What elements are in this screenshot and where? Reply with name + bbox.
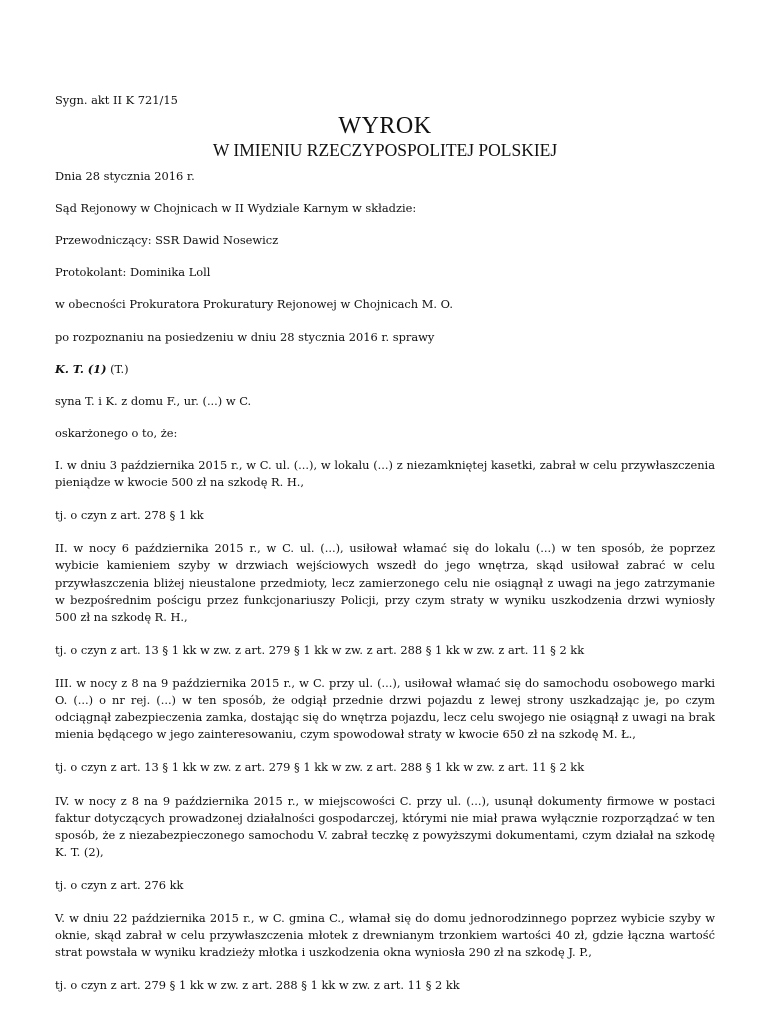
- charge-text: I. w dniu 3 października 2015 r., w C. ul. (...), w lokalu (...) z niezamkniętej kasetki, zabrał w celu przywłaszczenia pieniądze w kwocie 500 zł na szkodę R. H.,: [55, 457, 715, 490]
- case-number: Sygn. akt II K 721/15: [55, 93, 178, 107]
- document-title: WYROK: [338, 113, 432, 139]
- charge-qualification: tj. o czyn z art. 279 § 1 kk w zw. z art. 288 § 1 kk w zw. z art. 11 § 2 kk: [55, 978, 460, 993]
- charge-qualification: tj. o czyn z art. 276 kk: [55, 877, 184, 892]
- prosecutor-presence: w obecności Prokuratora Prokuratury Rejonowej w Chojnicach M. O.: [55, 297, 453, 312]
- court-clerk: Protokolant: Dominika Loll: [55, 265, 211, 280]
- hearing-info: po rozpoznaniu na posiedzeniu w dniu 28 stycznia 2016 r. sprawy: [55, 329, 435, 344]
- defendant-name: K. T. (1): [55, 361, 107, 376]
- charge-text: V. w dniu 22 października 2015 r., w C. gmina C., włamał się do domu jednorodzinnego poprzez wybicie szyby w oknie, skąd zabrał w celu przywłaszczenia młotek z drewnianym trzonkiem wartości 40 zł, gdzie łączna wartość strat powstała w wyniku kradzieży młotka i uszkodzenia okna wyniosła 290 zł na szkodę J. P.,: [55, 911, 715, 960]
- court-composition: Sąd Rejonowy w Chojnicach w II Wydziale Karnym w składzie:: [55, 201, 417, 216]
- document-body: [55, 168, 715, 1011]
- defendant-alias: (T.): [106, 361, 129, 376]
- charge-text: IV. w nocy z 8 na 9 października 2015 r., w miejscowości C. przy ul. (...), usunął dokumenty firmowe w postaci faktur dotyczących prowadzonej działalności gospodarczej, którymi nie miał prawa wyłącznie rozporządzać w ten sposób, że z niezabezpieczonego samochodu V. zabrał teczkę z powyższymi dokumentami, czym działał na szkodę K. T. (2),: [55, 793, 715, 859]
- charge-qualification: tj. o czyn z art. 13 § 1 kk w zw. z art. 279 § 1 kk w zw. z art. 288 § 1 kk w zw. z art. 11 § 2 kk: [55, 760, 585, 775]
- document-subtitle: W IMIENIU RZECZYPOSPOLITEJ POLSKIEJ: [212, 140, 558, 160]
- charge-text: III. w nocy z 8 na 9 października 2015 r., w C. przy ul. (...), usiłował włamać się do samochodu osobowego marki O. (...) o nr rej. (...) w ten sposób, że odgiął przednie drzwi pojazdu z lewej strony uszkadzając je, po czym odciągnął zabezpieczenia zamka, dostając się do wnętrza pojazdu, lecz celu swojego nie osiągnął z uwagi na brak mienia będącego w jego zainteresowaniu, czym spowodował straty w kwocie 650 zł na szkodę M. Ł.,: [55, 675, 715, 742]
- accused-of: oskarżonego o to, że:: [55, 425, 178, 440]
- presiding-judge: Przewodniczący: SSR Dawid Nosewicz: [55, 233, 279, 248]
- charge-qualification: tj. o czyn z art. 278 § 1 kk: [55, 508, 204, 523]
- judgment-date: Dnia 28 stycznia 2016 r.: [55, 169, 195, 183]
- charge-qualification: tj. o czyn z art. 13 § 1 kk w zw. z art. 279 § 1 kk w zw. z art. 288 § 1 kk w zw. z art. 11 § 2 kk: [55, 642, 585, 657]
- charge-text: II. w nocy 6 października 2015 r., w C. ul. (...), usiłował włamać się do lokalu (...) w ten sposób, że poprzez wybicie kamieniem szyby w drzwiach wejściowych wszedł do jego wnętrza, skąd usiłował zabrać w celu przywłaszczenia bliżej nieustalone przedmioty, lecz zamierzonego celu nie osiągnął z uwagi na jego zatrzymanie w bezpośrednim pościgu przez funkcjonariuszy Policji, przy czym straty w wyniku uszkodzenia drzwi wyniosły 500 zł na szkodę R. H.,: [55, 541, 715, 624]
- defendant-line: [55, 361, 715, 378]
- defendant-parentage: syna T. i K. z domu F., ur. (...) w C.: [55, 393, 252, 408]
